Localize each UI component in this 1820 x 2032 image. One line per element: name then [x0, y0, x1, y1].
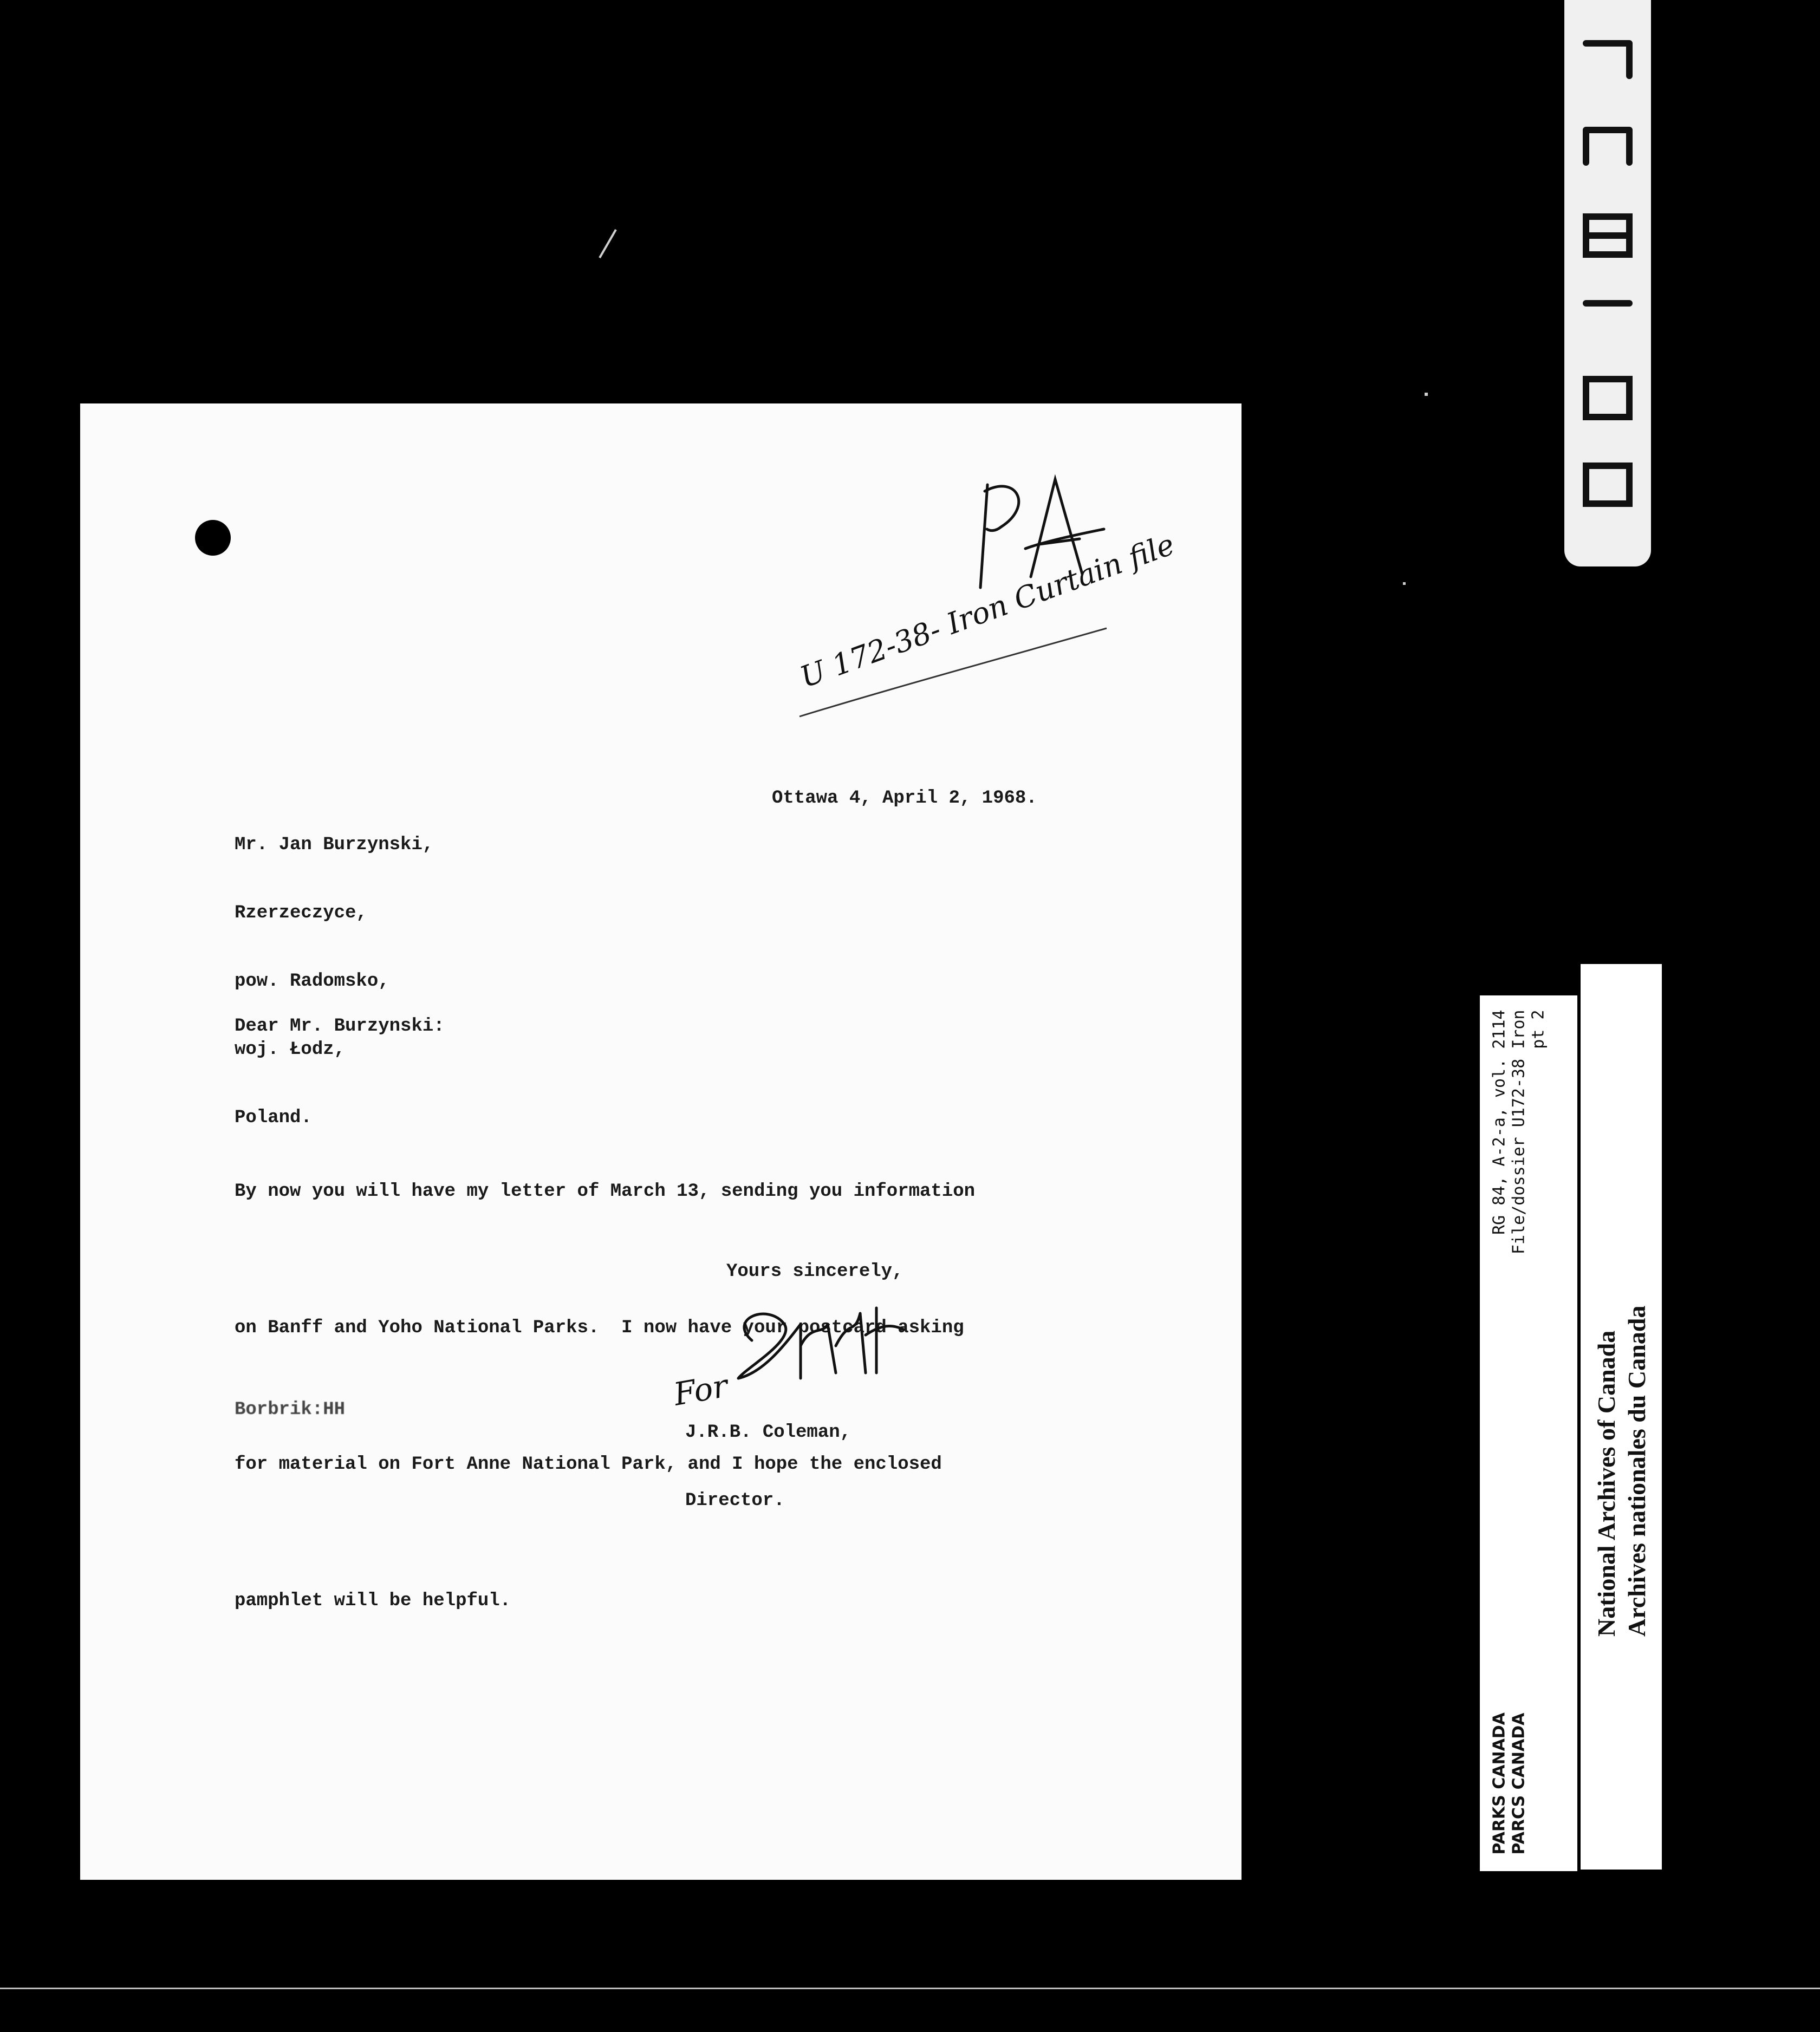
address-line: woj. Łodz, [235, 1039, 346, 1060]
signer-name: J.R.B. Coleman, [685, 1422, 851, 1443]
reference-line: RG 84, A-2-a, vol. 2114 [1490, 1010, 1509, 1235]
agency-text [1490, 1712, 1529, 1855]
signature-prefix: For [671, 1367, 731, 1413]
agency-line: PARCS CANADA [1509, 1712, 1529, 1855]
handwritten-pa [980, 479, 1104, 588]
frame-number-digits [1564, 0, 1651, 566]
body-line: for material on Fort Anne National Park, and I hope the enclosed [235, 1454, 942, 1475]
signer-block [685, 1376, 851, 1558]
film-edge-line [0, 1988, 1820, 1989]
body-line: on Banff and Yoho National Parks. I now have your postcard asking [235, 1318, 964, 1338]
agency-line: PARKS CANADA [1490, 1712, 1509, 1855]
reference-line: File/dossier U172-38 Iron [1509, 1010, 1529, 1255]
punch-hole [195, 520, 231, 556]
letter-body [235, 1078, 975, 1715]
film-speck [1425, 393, 1428, 396]
signer-title: Director. [685, 1490, 785, 1511]
address-line: Rzerzeczyce, [235, 903, 367, 923]
note-underline [800, 628, 1107, 717]
letter-page [80, 403, 1242, 1880]
handwritten-note: U 172-38- Iron Curtain file [795, 527, 1179, 695]
typist-initials: Borbrik:HH [235, 1399, 346, 1420]
address-line: Mr. Jan Burzynski, [235, 835, 434, 855]
closing: Yours sincerely, [726, 1261, 903, 1282]
archive-reference-label [1480, 995, 1577, 1871]
archive-name [1591, 1306, 1652, 1637]
body-line: By now you will have my letter of March 13, sending you information [235, 1181, 976, 1202]
body-line: pamphlet will be helpful. [235, 1591, 511, 1611]
address-line: pow. Radomsko, [235, 971, 389, 992]
archive-line: National Archives of Canada [1592, 1330, 1620, 1637]
archive-line: Archives nationales du Canada [1623, 1305, 1650, 1637]
national-archives-label [1581, 964, 1662, 1870]
address-line: Poland. [235, 1108, 312, 1128]
film-speck [1403, 582, 1406, 585]
letter-date: Ottawa 4, April 2, 1968. [772, 788, 1037, 809]
reference-line: pt 2 [1529, 1010, 1548, 1049]
film-speck [599, 229, 616, 258]
salutation: Dear Mr. Burzynski: [235, 1016, 445, 1037]
